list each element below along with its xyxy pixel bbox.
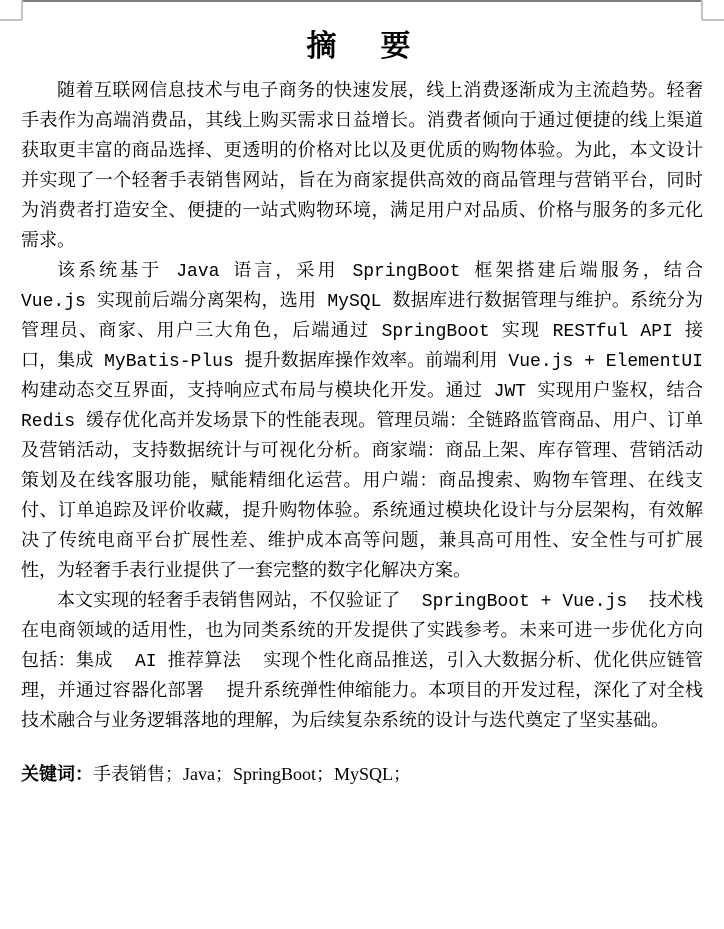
- keywords-value: 手表销售；Java；SpringBoot；MySQL；: [93, 764, 412, 784]
- page-corner-line-right-horizontal: [702, 19, 724, 21]
- keywords-label: 关键词：: [21, 764, 93, 784]
- page-corner-line-left-vertical: [21, 0, 23, 20]
- abstract-paragraph-2: 该系统基于 Java 语言，采用 SpringBoot 框架搭建后端服务，结合 Vue.js 实现前后端分离架构，选用 MySQL 数据库进行数据管理与维护。系统分为管理员、商家、用户三大角色，后端通过 SpringBoot 实现 RESTful API 接口，集成 MyBatis-Plus 提升数据库操作效率。前端利用 Vue.js + ElementUI 构建动态交互界面，支持响应式布局与模块化开发。通过 JWT 实现用户鉴权，结合 Redis 缓存优化高并发场景下的性能表现。管理员端：全链路监管商品、用户、订单及营销活动，支持数据统计与可视化分析。商家端：商品上架、库存管理、营销活动策划及在线客服功能，赋能精细化运营。用户端：商品搜索、购物车管理、在线支付、订单追踪及评价收藏，提升购物体验。系统通过模块化设计与分层架构，有效解决了传统电商平台扩展性差、维护成本高等问题，兼具高可用性、安全性与可扩展性，为轻奢手表行业提供了一套完整的数字化解决方案。: [21, 262, 714, 582]
- abstract-paragraph-1: 随着互联网信息技术与电子商务的快速发展，线上消费逐渐成为主流趋势。轻奢手表作为高端消费品，其线上购买需求日益增长。消费者倾向于通过便捷的线上渠道获取更丰富的商品选择、更透明的价格对比以及更优质的购物体验。为此，本文设计并实现了一个轻奢手表销售网站，旨在为商家提供高效的商品管理与营销平台，同时为消费者打造安全、便捷的一站式购物环境，满足用户对品质、价格与服务的多元化需求。: [21, 82, 703, 252]
- abstract-paragraph-3: 本文实现的轻奢手表销售网站，不仅验证了 SpringBoot + Vue.js 技术栈在电商领域的适用性，也为同类系统的开发提供了实践参考。未来可进一步优化方向包括：集成 AI 推荐算法 实现个性化商品推送，引入大数据分析、优化供应链管理，并通过容器化部署 提升系统弹性伸缩能力。本项目的开发过程，深化了对全栈技术融合与业务逻辑落地的理解，为后续复杂系统的设计与迭代奠定了坚实基础。: [21, 592, 703, 732]
- abstract-title: 摘 要: [306, 30, 418, 63]
- page-corner-line-right-vertical: [701, 0, 703, 20]
- page-corner-line-left-horizontal: [0, 19, 22, 21]
- keywords-line: [21, 759, 703, 789]
- page-top-edge-line: [22, 0, 702, 2]
- abstract-content: [0, 26, 724, 789]
